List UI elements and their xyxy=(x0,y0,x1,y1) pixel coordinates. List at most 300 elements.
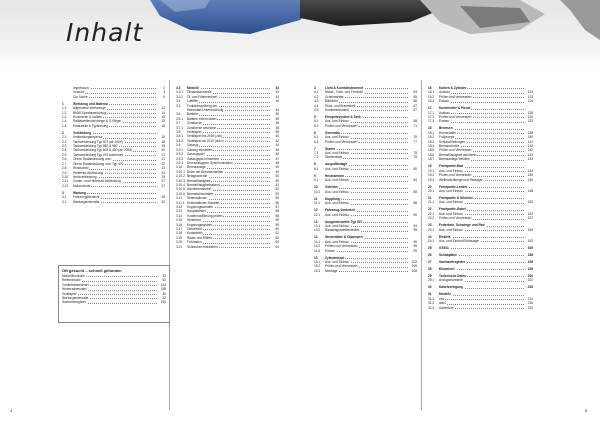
entry-page: 63 xyxy=(275,240,279,245)
entry-number: 12.1 xyxy=(314,212,321,217)
entry-page: 94 xyxy=(413,223,417,228)
entry-page: 27 xyxy=(161,183,165,188)
entry-page: 22 xyxy=(161,161,165,166)
entry-number: 2.4 xyxy=(62,148,67,153)
entry-page: 166 xyxy=(527,252,533,257)
entry-number: 21.1 xyxy=(428,200,435,205)
entry-page: 14 xyxy=(161,110,165,115)
entry-page: 57 xyxy=(275,204,279,209)
entry-page: 21 xyxy=(161,157,165,162)
entry-number: 17.2 xyxy=(428,115,435,120)
entry-page: 148 xyxy=(527,188,533,193)
entry-title-text: Obere Radabdeckung vorn xyxy=(73,157,112,162)
entry-title-text: ohv xyxy=(439,296,445,301)
entry-page: 144 xyxy=(527,168,533,173)
entry-number: 3.15 xyxy=(176,218,183,223)
entry-page: 12 xyxy=(161,106,165,111)
toc-entry xyxy=(428,189,533,193)
entry-number: 18.5 xyxy=(428,148,435,153)
entry-number: 27 xyxy=(428,259,432,264)
entry-number: 24 xyxy=(428,234,432,239)
quick-find-heading: Oft gesucht – schnell gefunden xyxy=(62,268,122,273)
entry-title-text: Zylinderkopf xyxy=(325,255,345,260)
entry-title-text: Bremsanlage befüllen xyxy=(439,157,470,162)
entry-title-text: Funktionsprüfung der xyxy=(187,103,218,108)
entry-title-text: Prüfen und Vermessen xyxy=(325,244,358,249)
entry-title-text: Montage xyxy=(325,268,338,273)
entry-title-text: Motorschutz xyxy=(73,183,91,188)
toc-section xyxy=(428,274,533,283)
entry-number: 31.2 xyxy=(428,301,435,306)
entry-number: 2.6 xyxy=(62,157,67,162)
toc-entry xyxy=(428,306,533,310)
entry-title-text: Sachwortregister xyxy=(439,259,466,264)
entry-title-text: Bremsanlage xyxy=(187,165,206,170)
toc-entry xyxy=(314,213,417,217)
quick-find-title-text: Ventilspiel xyxy=(62,291,77,296)
entry-page: 86 xyxy=(413,189,417,194)
entry-number: 3.7.1 xyxy=(176,125,184,130)
entry-number: 11 xyxy=(314,196,318,201)
entry-number: 18.2 xyxy=(428,135,435,140)
entry-page: 19 xyxy=(161,144,165,149)
entry-title-text: Wartung xyxy=(73,190,86,195)
toc-entry xyxy=(314,269,417,273)
entry-page: 15 xyxy=(161,123,165,128)
entry-page: 199 xyxy=(527,266,533,271)
entry-number: 14.2 xyxy=(314,244,321,249)
entry-title-text: Bremsen xyxy=(439,126,453,131)
entry-page: 46 xyxy=(275,152,279,157)
entry-number: 4.5 xyxy=(314,108,319,113)
entry-title-text: Ventilspiel ab 2010 (dohc) xyxy=(187,138,224,143)
entry-number: 1.1 xyxy=(62,106,67,111)
entry-title-text: Motoröl xyxy=(187,86,199,90)
entry-title-text: Aus- und Einbau xyxy=(325,239,349,244)
entry-number: 3.2 xyxy=(62,199,67,204)
entry-page: 220 xyxy=(527,305,533,310)
toc-entry xyxy=(314,167,417,171)
entry-page: 6 xyxy=(163,94,165,99)
toc-section xyxy=(314,162,417,171)
entry-title xyxy=(439,200,524,204)
entry-title-text: Aus- und Einbau xyxy=(325,223,349,228)
entry-number: 2.8 xyxy=(62,166,67,171)
entry-title-text: dohc xyxy=(439,301,446,306)
entry-number: 18.7 xyxy=(428,157,435,162)
entry-title xyxy=(325,190,408,194)
entry-page: 20 xyxy=(161,148,165,153)
entry-number: 2.12 xyxy=(62,183,69,188)
entry-title xyxy=(325,108,408,112)
entry-page: 34 xyxy=(275,94,279,99)
entry-title-text: Ölstandskontrolle xyxy=(187,90,212,95)
entry-number: 19.3 xyxy=(428,177,435,182)
toc-section xyxy=(428,106,533,124)
entry-number: 9 xyxy=(314,173,316,178)
entry-number: 3.10.3 xyxy=(176,178,185,183)
entry-title-text: Aus- und Einbau xyxy=(439,168,463,173)
entry-title-text: Verkleidung xyxy=(73,130,92,135)
entry-number: 1.4 xyxy=(62,119,67,124)
entry-title-text: Aus- und Einbau xyxy=(325,178,349,183)
entry-number: 2.3 xyxy=(62,144,67,149)
entry-number: 1.3 xyxy=(62,115,67,120)
entry-page: 64 xyxy=(413,90,417,95)
quick-find-page: 32 xyxy=(162,296,166,301)
entry-number: 3.3.1 xyxy=(176,90,184,95)
entry-title-text: Federbein, Schwinge und Rad xyxy=(439,223,485,228)
entry-number: 2.2 xyxy=(62,139,67,144)
entry-number: 3.9.3 xyxy=(176,156,184,161)
entry-title-text: Hauptständer xyxy=(187,209,207,214)
entry-number: 3.13 xyxy=(176,209,183,214)
entry-title-text: Kurbelwelle & Pleuel xyxy=(439,106,471,111)
entry-title-text: Allgemeine Werkzeuge xyxy=(73,106,106,111)
entry-page: 143 xyxy=(527,152,533,157)
entry-number: 3.6 xyxy=(176,112,181,117)
entry-number: 3.9.1 xyxy=(176,147,184,152)
entry-number: 3.12 xyxy=(176,204,183,209)
entry-title-text: Fahrzeug-Vorderteil xyxy=(325,208,355,213)
entry-title xyxy=(325,213,408,217)
entry-number: 3.8.1 xyxy=(176,134,184,139)
entry-number: 3.20 xyxy=(176,240,183,245)
entry-page: 35 xyxy=(275,112,279,117)
entry-title-text: Kabelverlegung xyxy=(439,285,463,290)
toc-section xyxy=(314,197,417,206)
toc-entry xyxy=(428,178,533,182)
entry-title-text: Prüfen und Vermessen xyxy=(439,94,472,99)
entry-title-text: Aus- und Einbau xyxy=(325,135,349,140)
entry-title-text: Aus- und Einbau xyxy=(325,166,349,171)
entry-number: 11.1 xyxy=(314,201,320,206)
entry-number: 16.3 xyxy=(428,99,435,104)
entry-number: 3.9 xyxy=(176,143,181,148)
entry-page: 48 xyxy=(275,160,279,165)
entry-page: 34 xyxy=(275,108,279,113)
entry-page: 50 xyxy=(275,178,279,183)
entry-number: 10.1 xyxy=(314,189,321,194)
entry-page: 18 xyxy=(161,135,165,140)
entry-page: 36 xyxy=(275,125,279,130)
entry-title xyxy=(439,228,524,232)
entry-number: 25 xyxy=(428,245,432,250)
entry-number: 3.10.6 xyxy=(176,191,185,196)
entry-page: 27 xyxy=(161,179,165,184)
entry-number: 5 xyxy=(314,115,316,120)
entry-title-text: Fußrasten xyxy=(187,240,202,245)
entry-number: 2.10 xyxy=(62,174,69,179)
toc-section xyxy=(314,256,417,274)
entry-page: 142 xyxy=(527,148,533,153)
entry-page: 88 xyxy=(413,201,417,206)
entry-title-text: Aus- und Einbau xyxy=(325,189,349,194)
entry-number: 16 xyxy=(428,86,432,90)
entry-page: 59 xyxy=(275,222,279,227)
entry-page: 34 xyxy=(275,99,279,104)
entry-title-text: Seitenständer-Schalter xyxy=(187,200,220,205)
entry-number: 3.8.2 xyxy=(176,138,184,143)
entry-page: 123 xyxy=(527,94,533,99)
entry-page: 49 xyxy=(275,169,279,174)
entry-title-text: Endantrieb xyxy=(187,231,203,236)
entry-title-text: Ventilspiel bis 2009 (zkv) xyxy=(187,134,223,139)
entry-number: 6 xyxy=(314,130,316,135)
quick-find-page: 144 xyxy=(160,282,166,287)
entry-number: 2.1 xyxy=(62,135,67,140)
entry-title-text: Luftfilter xyxy=(187,99,199,104)
entry-page: 15 xyxy=(161,115,165,120)
entry-title-text: GS911 xyxy=(439,245,449,250)
entry-title-text: Heckverkleidung xyxy=(73,174,97,179)
entry-title-text: Gaszugspiel einstellen xyxy=(187,156,219,161)
entry-title-text: Stand-, Fahr- und Fernlicht xyxy=(325,90,364,95)
entry-title xyxy=(439,239,524,243)
entry-page: 140 xyxy=(527,135,533,140)
entry-title-text: Hinterbau xyxy=(187,218,201,223)
entry-title-text: Aus- und Einbau xyxy=(325,119,349,124)
entry-title-text: Blinklicht xyxy=(325,99,338,104)
entry-page: 47 xyxy=(275,156,279,161)
entry-title-text: Batterie extern laden xyxy=(187,116,217,121)
entry-title xyxy=(439,253,524,257)
entry-title-text: Gaszug xyxy=(187,143,198,148)
entry-page: 78 xyxy=(413,151,417,156)
entry-title-text: Generator xyxy=(325,130,341,135)
entry-title-text: Frontpartie-Rad xyxy=(439,164,463,169)
entry-page: 56 xyxy=(275,200,279,205)
entry-page: 128 xyxy=(527,110,533,115)
entry-title-text: Handbremshebel xyxy=(187,187,212,192)
quick-find-title-text: Sachwortregister xyxy=(62,300,86,305)
entry-number: 16.1 xyxy=(428,90,435,95)
entry-number: 31 xyxy=(428,292,432,297)
entry-number: 26 xyxy=(428,252,432,257)
entry-title-text: Prüfen und Vermessen xyxy=(325,264,358,269)
entry-page: 42 xyxy=(275,138,279,143)
entry-title-text: Prüfen und Vermessen xyxy=(439,216,472,221)
entry-number: 15.2 xyxy=(314,264,321,269)
entry-number: 14.3 xyxy=(314,248,321,253)
entry-number: 22.1 xyxy=(428,211,435,216)
entry-number: 3.21 xyxy=(176,244,183,249)
entry-title-text: Ventilspiel xyxy=(187,130,202,135)
toc-section xyxy=(428,86,533,104)
entry-page: 52 xyxy=(275,187,279,192)
entry-title xyxy=(325,124,408,128)
entry-title-text: Schaltpläne xyxy=(439,252,457,257)
entry-number: 4.2 xyxy=(314,94,319,99)
entry-title-text: Tankverkleidung Typ 503 & 450 (ab 2008) xyxy=(73,148,132,153)
entry-title-text: Ausbau xyxy=(439,90,450,95)
entry-page: 146 xyxy=(527,173,533,178)
entry-title xyxy=(439,216,524,220)
entry-page: 95 xyxy=(413,228,417,233)
entry-title xyxy=(187,245,270,249)
entry-page: 40 xyxy=(275,134,279,139)
entry-title-text: Einbau xyxy=(439,119,449,124)
entry-number: 3.11.1 xyxy=(176,200,185,205)
entry-title-text: Bremsscheibe xyxy=(439,144,460,149)
entry-title-text: Bremssattel xyxy=(439,130,456,135)
toc-section xyxy=(428,164,533,182)
entry-page: 25 xyxy=(161,174,165,179)
entry-title-text: Fahrzeugübersicht xyxy=(73,195,100,200)
entry-number: 3.10 xyxy=(176,165,183,170)
entry-number: 3.5 xyxy=(176,103,181,108)
entry-title-text: Aus- und Einbau xyxy=(325,212,349,217)
entry-title-text: Starter xyxy=(325,146,336,151)
entry-title-text: Windschild xyxy=(73,166,89,171)
toc-section xyxy=(62,86,165,99)
entry-number: 3 xyxy=(62,190,64,195)
entry-title-text: Technische Daten xyxy=(439,273,467,278)
entry-page: 21 xyxy=(161,152,165,157)
entry-title-text: Dicke der Bremsscheiben xyxy=(187,169,224,174)
entry-title-text: Aus- und Einbau xyxy=(439,188,463,193)
entry-page: 122 xyxy=(527,90,533,95)
toc-entry xyxy=(428,119,533,123)
toc-section xyxy=(62,131,165,188)
entry-page: 56 xyxy=(275,196,279,201)
toc-section xyxy=(314,115,417,128)
entry-page: 32 xyxy=(161,199,165,204)
entry-title-text: Räder und Reifen xyxy=(187,235,212,240)
toc-column-3 xyxy=(314,86,417,273)
toc-section xyxy=(428,223,533,232)
entry-number: 17.1 xyxy=(428,110,435,115)
entry-number: 13.2 xyxy=(314,228,321,233)
entry-page: 157 xyxy=(527,216,533,221)
chapter-heading xyxy=(428,253,533,257)
entry-number: 20 xyxy=(428,184,432,189)
chapter-heading xyxy=(428,285,533,289)
quick-find-page: 40 xyxy=(162,291,166,296)
entry-title-text: Bremslichtschalter xyxy=(187,191,214,196)
column-divider xyxy=(169,80,170,410)
entry-title-text: Gaszug einstellen xyxy=(187,147,213,152)
entry-number: 31.3 xyxy=(428,305,435,310)
entry-number: 3.10.4 xyxy=(176,182,185,187)
entry-page: 216 xyxy=(527,301,533,306)
entry-title-text: Schlauchleitungen xyxy=(439,139,466,144)
toc-section xyxy=(314,174,417,183)
entry-number: 3.11 xyxy=(176,196,182,201)
entry-number: 14 xyxy=(314,235,318,240)
entry-page: 66 xyxy=(413,99,417,104)
entry-title xyxy=(325,249,408,253)
entry-number: 5.1 xyxy=(314,119,319,124)
toc-entry xyxy=(62,200,165,204)
entry-page: 138 xyxy=(527,130,533,135)
entry-title-text: Verkleidungsrepertur xyxy=(73,135,103,140)
entry-title-text: BMW-Spezialwerkzeug xyxy=(73,110,106,115)
entry-number: 9.1 xyxy=(314,178,319,183)
entry-page: 162 xyxy=(527,238,533,243)
entry-title-text: Bremsflüssigkeit xyxy=(187,178,211,183)
entry-title-text: Frontpartie-Lenker xyxy=(439,184,468,189)
toc-entry xyxy=(314,190,417,194)
entry-number: 2.11 xyxy=(62,179,68,184)
entry-title-text: Tankverkleidung Typ 470 Adventure xyxy=(73,152,124,157)
entry-page: 28 xyxy=(161,195,165,200)
entry-page: 141 xyxy=(527,139,533,144)
entry-title xyxy=(439,306,524,310)
quick-find-page: 33 xyxy=(162,274,166,278)
entry-number: 3.16 xyxy=(176,222,183,227)
entry-number: 30 xyxy=(428,285,432,290)
toc-entry xyxy=(314,178,417,182)
entry-title-text: Wartungsintervalle xyxy=(73,199,100,204)
toc-section xyxy=(314,220,417,233)
entry-title-text: Belagkontrolle xyxy=(187,174,208,179)
entry-title xyxy=(325,269,408,273)
toc-section xyxy=(428,196,533,205)
entry-page: 212 xyxy=(527,296,533,301)
entry-page: 160 xyxy=(527,227,533,232)
entry-title-text: Radialwellendichtringe & O-Ringe xyxy=(73,119,121,124)
entry-number: 8.1 xyxy=(314,166,319,171)
toc-entry xyxy=(428,99,533,103)
toc-entry xyxy=(428,278,533,282)
entry-title xyxy=(325,140,408,144)
entry-title-text: Ausgleichswelle Typ 507 xyxy=(325,219,363,224)
entry-number: 15.3 xyxy=(314,268,321,273)
entry-page: 59 xyxy=(275,218,279,223)
toc-section xyxy=(314,235,417,253)
toc-section xyxy=(428,126,533,161)
entry-number: 15 xyxy=(314,255,318,260)
entry-number: 21 xyxy=(428,195,432,200)
entry-number: 31.1 xyxy=(428,296,435,301)
entry-title-text: Zündkerze xyxy=(187,121,203,126)
entry-page: 33 xyxy=(275,90,279,95)
entry-number: 24.1 xyxy=(428,238,435,243)
entry-title xyxy=(439,157,524,161)
entry-number: 17 xyxy=(428,106,432,111)
entry-title-text: Licht & Kombiinstrument xyxy=(325,86,364,90)
entry-title-text: Impressum xyxy=(73,86,89,90)
entry-number: 23 xyxy=(428,223,432,228)
entry-page: 124 xyxy=(527,99,533,104)
toc-entry xyxy=(62,124,165,128)
entry-page: 130 xyxy=(527,115,533,120)
quick-find-page: 158 xyxy=(160,287,166,292)
entry-title-text: Zur Sache xyxy=(73,94,88,99)
entry-page: 67 xyxy=(413,103,417,108)
entry-title-text: Heckrahmen xyxy=(325,173,345,178)
entry-title-text: Prüfen und Vermessen xyxy=(325,139,358,144)
entry-title-text: Einweisen xyxy=(439,266,455,271)
entry-title-text: Steuerräder & Ölpumpen xyxy=(325,235,363,240)
toc-section xyxy=(428,260,533,264)
entry-page: 202 xyxy=(527,278,533,283)
entry-number: 12 xyxy=(314,208,318,213)
toc-entry xyxy=(314,201,417,205)
entry-page: 38 xyxy=(275,130,279,135)
entry-page: 98 xyxy=(413,244,417,249)
entry-number: 3.3 xyxy=(176,86,181,90)
entry-page: 165 xyxy=(527,245,533,250)
toc-section xyxy=(428,235,533,244)
entry-title-text: Motorstart-Unterdrückung xyxy=(187,108,224,113)
toc-entry xyxy=(428,228,533,232)
entry-title-text: Elektrik xyxy=(439,234,451,239)
entry-number: 20.1 xyxy=(428,188,435,193)
entry-title-text: Wellendichtringe und Radlager xyxy=(439,177,483,182)
entry-title-text: Radiallagerwellendeckel xyxy=(325,228,360,233)
